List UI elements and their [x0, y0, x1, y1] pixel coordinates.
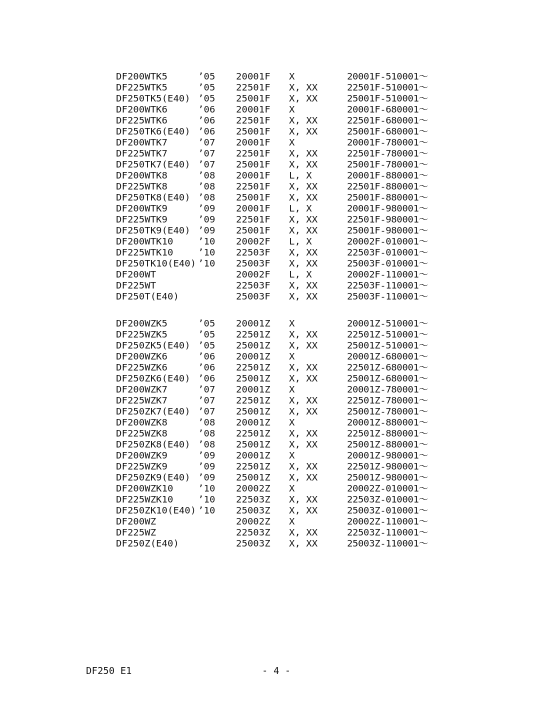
serial-range: 22503Z-110001～ [347, 528, 429, 539]
transom-type: X, XX [289, 440, 318, 451]
model-year: ’09 [198, 473, 216, 484]
transom-type: X, XX [289, 473, 318, 484]
transom-type: X, XX [289, 396, 318, 407]
model-name: DF200WZK9 [116, 451, 168, 462]
table-row [116, 374, 446, 384]
serial-range: 20001F-980001～ [347, 204, 429, 215]
model-year: ’09 [198, 204, 216, 215]
model-name: DF250ZK5(E40) [116, 341, 191, 352]
model-name: DF225WZK7 [116, 396, 168, 407]
model-year: ’06 [198, 127, 216, 138]
model-name: DF200WZK5 [116, 319, 168, 330]
model-name: DF250TK5(E40) [116, 94, 191, 105]
model-name: DF250TK7(E40) [116, 160, 191, 171]
transom-type: X, XX [289, 215, 318, 226]
model-code: 22503Z [236, 495, 271, 506]
serial-range: 22503F-110001～ [347, 281, 429, 292]
serial-range: 22501Z-980001～ [347, 462, 429, 473]
transom-type: X, XX [289, 429, 318, 440]
model-code: 22501Z [236, 363, 271, 374]
model-name: DF225WZK9 [116, 462, 168, 473]
model-name: DF250TK9(E40) [116, 226, 191, 237]
model-code: 25001F [236, 226, 271, 237]
serial-range: 25003F-010001～ [347, 259, 429, 270]
table-row [116, 138, 446, 148]
model-code: 25001F [236, 160, 271, 171]
serial-range: 25001Z-510001～ [347, 341, 429, 352]
model-table-wz [116, 319, 446, 550]
model-year: ’09 [198, 451, 216, 462]
transom-type: X, XX [289, 374, 318, 385]
serial-range: 20002Z-110001～ [347, 517, 429, 528]
transom-type: X [289, 352, 295, 363]
model-code: 25001F [236, 193, 271, 204]
model-name: DF200WT [116, 270, 157, 281]
model-code: 25001Z [236, 407, 271, 418]
model-code: 25001Z [236, 440, 271, 451]
model-code: 20001Z [236, 352, 271, 363]
model-year: ’08 [198, 182, 216, 193]
transom-type: X, XX [289, 193, 318, 204]
table-row [116, 83, 446, 93]
model-name: DF200WTK5 [116, 72, 168, 83]
transom-type: X, XX [289, 363, 318, 374]
model-code: 20001Z [236, 418, 271, 429]
transom-type: X, XX [289, 506, 318, 517]
serial-range: 25001Z-680001～ [347, 374, 429, 385]
model-year: ’08 [198, 440, 216, 451]
table-row [116, 418, 446, 428]
model-name: DF200WZ [116, 517, 157, 528]
serial-range: 22501F-680001～ [347, 116, 429, 127]
model-year: ’09 [198, 226, 216, 237]
model-name: DF225WTK10 [116, 248, 174, 259]
transom-type: X, XX [289, 495, 318, 506]
model-year: ’08 [198, 193, 216, 204]
model-name: DF225WZK10 [116, 495, 174, 506]
transom-type: X [289, 418, 295, 429]
table-row [116, 506, 446, 516]
table-row [116, 363, 446, 373]
transom-type: X, XX [289, 127, 318, 138]
transom-type: X [289, 451, 295, 462]
model-year: ’07 [198, 407, 216, 418]
model-name: DF200WTK10 [116, 237, 174, 248]
table-row [116, 270, 446, 280]
transom-type: L, X [289, 237, 312, 248]
model-code: 20002F [236, 270, 271, 281]
table-row [116, 396, 446, 406]
serial-range: 25001F-880001～ [347, 193, 429, 204]
model-code: 22501F [236, 149, 271, 160]
model-name: DF250ZK7(E40) [116, 407, 191, 418]
model-year: ’07 [198, 160, 216, 171]
model-code: 22501Z [236, 396, 271, 407]
model-year: ’10 [198, 506, 216, 517]
transom-type: X [289, 484, 295, 495]
model-code: 22503F [236, 248, 271, 259]
transom-type: X, XX [289, 226, 318, 237]
serial-range: 22501Z-510001～ [347, 330, 429, 341]
model-year: ’07 [198, 149, 216, 160]
model-code: 20002F [236, 237, 271, 248]
table-row [116, 539, 446, 549]
serial-range: 20002F-110001～ [347, 270, 429, 281]
transom-type: L, X [289, 204, 312, 215]
table-row [116, 237, 446, 247]
model-code: 20001Z [236, 319, 271, 330]
serial-range: 20001F-780001～ [347, 138, 429, 149]
table-row [116, 94, 446, 104]
serial-range: 25001Z-980001～ [347, 473, 429, 484]
model-name: DF250T(E40) [116, 292, 179, 303]
model-name: DF225WZK5 [116, 330, 168, 341]
model-year: ’07 [198, 138, 216, 149]
model-year: ’05 [198, 330, 216, 341]
serial-range: 25003Z-110001～ [347, 539, 429, 550]
model-code: 22501Z [236, 462, 271, 473]
serial-range: 25001Z-880001～ [347, 440, 429, 451]
transom-type: X [289, 105, 295, 116]
table-row [116, 429, 446, 439]
model-name: DF200WZK6 [116, 352, 168, 363]
transom-type: X, XX [289, 248, 318, 259]
transom-type: X, XX [289, 149, 318, 160]
transom-type: X, XX [289, 259, 318, 270]
model-code: 20001F [236, 171, 271, 182]
serial-range: 20001Z-680001～ [347, 352, 429, 363]
model-name: DF225WTK8 [116, 182, 168, 193]
model-name: DF250ZK9(E40) [116, 473, 191, 484]
transom-type: X, XX [289, 94, 318, 105]
table-row [116, 259, 446, 269]
model-year: ’08 [198, 429, 216, 440]
model-year: ’06 [198, 363, 216, 374]
table-row [116, 292, 446, 302]
model-name: DF225WTK9 [116, 215, 168, 226]
serial-range: 20001F-510001～ [347, 72, 429, 83]
model-year: ’09 [198, 215, 216, 226]
serial-range: 22501F-980001～ [347, 215, 429, 226]
model-year: ’05 [198, 94, 216, 105]
table-row [116, 248, 446, 258]
model-code: 22503Z [236, 528, 271, 539]
serial-range: 22501Z-880001～ [347, 429, 429, 440]
transom-type: X, XX [289, 462, 318, 473]
table-row [116, 182, 446, 192]
model-code: 22501Z [236, 429, 271, 440]
table-row [116, 160, 446, 170]
model-year: ’06 [198, 352, 216, 363]
model-year: ’10 [198, 248, 216, 259]
model-name: DF250TK8(E40) [116, 193, 191, 204]
serial-range: 20001F-880001～ [347, 171, 429, 182]
table-row [116, 484, 446, 494]
model-year: ’08 [198, 171, 216, 182]
table-row [116, 495, 446, 505]
table-row [116, 281, 446, 291]
table-row [116, 72, 446, 82]
model-year: ’07 [198, 396, 216, 407]
model-name: DF225WTK7 [116, 149, 168, 160]
transom-type: X, XX [289, 160, 318, 171]
serial-range: 20001F-680001～ [347, 105, 429, 116]
model-year: ’05 [198, 72, 216, 83]
model-name: DF225WZ [116, 528, 157, 539]
serial-range: 20001Z-780001～ [347, 385, 429, 396]
model-name: DF225WZK8 [116, 429, 168, 440]
transom-type: X, XX [289, 292, 318, 303]
transom-type: L, X [289, 171, 312, 182]
serial-range: 25003F-110001～ [347, 292, 429, 303]
serial-range: 20001Z-510001～ [347, 319, 429, 330]
table-row [116, 462, 446, 472]
model-name: DF200WTK6 [116, 105, 168, 116]
model-code: 25001F [236, 94, 271, 105]
model-name: DF225WTK6 [116, 116, 168, 127]
model-year: ’10 [198, 237, 216, 248]
transom-type: X, XX [289, 116, 318, 127]
model-year: ’10 [198, 484, 216, 495]
table-row [116, 407, 446, 417]
transom-type: X, XX [289, 281, 318, 292]
serial-range: 22501F-880001～ [347, 182, 429, 193]
model-code: 20002Z [236, 484, 271, 495]
model-code: 25003Z [236, 539, 271, 550]
serial-range: 20001Z-880001～ [347, 418, 429, 429]
model-year: ’05 [198, 341, 216, 352]
transom-type: X, XX [289, 341, 318, 352]
footer-document-code: DF250 E1 [86, 666, 132, 677]
serial-range: 22501Z-780001～ [347, 396, 429, 407]
model-year: ’06 [198, 105, 216, 116]
model-code: 22503F [236, 281, 271, 292]
model-code: 22501F [236, 116, 271, 127]
serial-range: 22503F-010001～ [347, 248, 429, 259]
model-code: 20001F [236, 204, 271, 215]
table-row [116, 517, 446, 527]
serial-range: 25001Z-780001～ [347, 407, 429, 418]
model-year: ’10 [198, 259, 216, 270]
table-row [116, 330, 446, 340]
serial-range: 25001F-680001～ [347, 127, 429, 138]
model-code: 25001Z [236, 341, 271, 352]
table-row [116, 319, 446, 329]
model-name: DF200WZK7 [116, 385, 168, 396]
table-row [116, 204, 446, 214]
serial-range: 20001Z-980001～ [347, 451, 429, 462]
model-year: ’06 [198, 116, 216, 127]
transom-type: X, XX [289, 83, 318, 94]
table-row [116, 215, 446, 225]
model-code: 20001Z [236, 385, 271, 396]
transom-type: L, X [289, 270, 312, 281]
model-table-wt [116, 72, 446, 303]
serial-range: 25001F-980001～ [347, 226, 429, 237]
model-code: 25001F [236, 127, 271, 138]
transom-type: X, XX [289, 539, 318, 550]
model-code: 20002Z [236, 517, 271, 528]
model-code: 25001Z [236, 374, 271, 385]
model-name: DF250ZK10(E40) [116, 506, 197, 517]
table-row [116, 149, 446, 159]
model-name: DF250ZK8(E40) [116, 440, 191, 451]
table-row [116, 341, 446, 351]
page-number: - 4 - [262, 666, 291, 677]
transom-type: X, XX [289, 407, 318, 418]
model-year: ’09 [198, 462, 216, 473]
model-name: DF225WZK6 [116, 363, 168, 374]
model-code: 20001F [236, 72, 271, 83]
model-name: DF250Z(E40) [116, 539, 179, 550]
transom-type: X [289, 72, 295, 83]
serial-range: 22501F-780001～ [347, 149, 429, 160]
model-name: DF225WT [116, 281, 157, 292]
model-code: 22501F [236, 83, 271, 94]
model-code: 20001F [236, 105, 271, 116]
transom-type: X, XX [289, 528, 318, 539]
model-code: 22501F [236, 215, 271, 226]
model-name: DF200WTK9 [116, 204, 168, 215]
serial-range: 20002F-010001～ [347, 237, 429, 248]
model-name: DF250TK10(E40) [116, 259, 197, 270]
table-row [116, 226, 446, 236]
model-code: 25001Z [236, 473, 271, 484]
transom-type: X [289, 385, 295, 396]
table-row [116, 127, 446, 137]
model-name: DF200WTK7 [116, 138, 168, 149]
model-name: DF200WZK8 [116, 418, 168, 429]
serial-range: 22501Z-680001～ [347, 363, 429, 374]
table-row [116, 451, 446, 461]
serial-range: 22503Z-010001～ [347, 495, 429, 506]
table-row [116, 105, 446, 115]
table-row [116, 116, 446, 126]
serial-range: 20002Z-010001～ [347, 484, 429, 495]
model-code: 20001Z [236, 451, 271, 462]
table-row [116, 473, 446, 483]
model-year: ’05 [198, 83, 216, 94]
transom-type: X [289, 319, 295, 330]
transom-type: X, XX [289, 182, 318, 193]
table-row [116, 528, 446, 538]
model-year: ’06 [198, 374, 216, 385]
model-code: 25003Z [236, 506, 271, 517]
table-row [116, 440, 446, 450]
table-row [116, 193, 446, 203]
model-year: ’07 [198, 385, 216, 396]
model-name: DF200WZK10 [116, 484, 174, 495]
model-code: 22501F [236, 182, 271, 193]
model-code: 20001F [236, 138, 271, 149]
model-year: ’10 [198, 495, 216, 506]
model-year: ’08 [198, 418, 216, 429]
table-row [116, 171, 446, 181]
serial-range: 25003Z-010001～ [347, 506, 429, 517]
serial-range: 25001F-510001～ [347, 94, 429, 105]
transom-type: X [289, 138, 295, 149]
model-code: 22501Z [236, 330, 271, 341]
model-code: 25003F [236, 259, 271, 270]
transom-type: X, XX [289, 330, 318, 341]
model-name: DF200WTK8 [116, 171, 168, 182]
serial-range: 22501F-510001～ [347, 83, 429, 94]
model-name: DF250TK6(E40) [116, 127, 191, 138]
model-year: ’05 [198, 319, 216, 330]
table-row [116, 352, 446, 362]
model-code: 25003F [236, 292, 271, 303]
transom-type: X [289, 517, 295, 528]
table-row [116, 385, 446, 395]
model-name: DF250ZK6(E40) [116, 374, 191, 385]
serial-range: 25001F-780001～ [347, 160, 429, 171]
model-name: DF225WTK5 [116, 83, 168, 94]
